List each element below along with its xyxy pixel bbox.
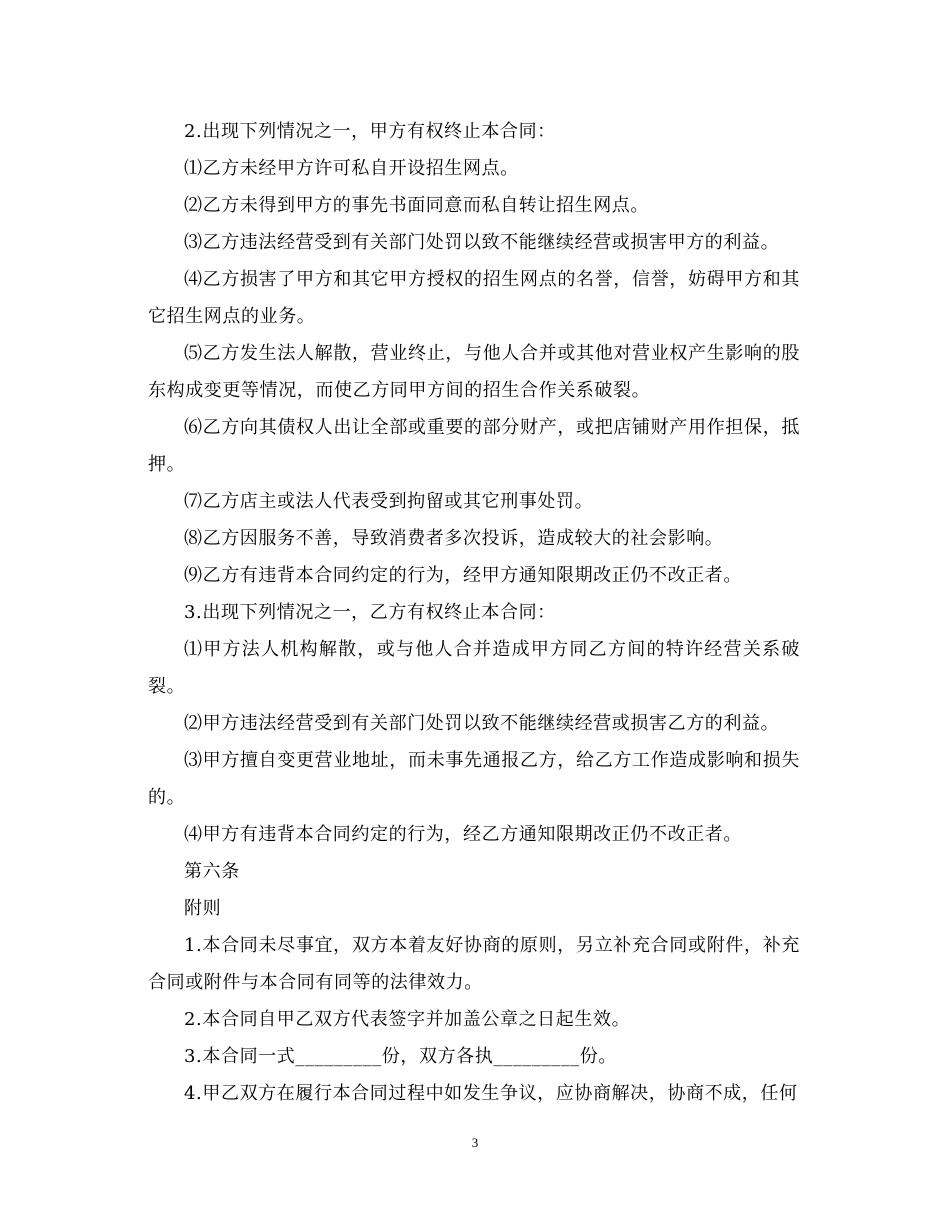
page-number: 3 — [471, 1135, 479, 1150]
paragraph: ⑼乙方有违背本合同约定的行为，经甲方通知限期改正仍不改正者。 — [184, 565, 742, 586]
paragraph: 2.出现下列情况之一，甲方有权终止本合同： — [184, 121, 556, 142]
section-title: 附则 — [184, 898, 222, 919]
paragraph: ⑸乙方发生法人解散，营业终止，与他人合并或其他对营业权产生影响的股东构成变更等情况，而使乙方同甲方间的招生合作关系破裂。 — [148, 343, 800, 401]
paragraph: 3.本合同一式_________份，双方各执_________份。 — [184, 1046, 617, 1067]
paragraph: ⑴甲方法人机构解散，或与他人合并造成甲方同乙方间的特许经营关系破裂。 — [148, 639, 800, 697]
paragraph: ⑷甲方有违背本合同约定的行为，经乙方通知限期改正仍不改正者。 — [184, 824, 742, 845]
section-heading: 第六条 — [184, 861, 240, 882]
paragraph: 2.本合同自甲乙双方代表签字并加盖公章之日起生效。 — [184, 1009, 631, 1030]
paragraph: 4.甲乙双方在履行本合同过程中如发生争议，应协商解决，协商不成，任何 — [184, 1083, 798, 1104]
paragraph: 1.本合同未尽事宜，双方本着友好协商的原则，另立补充合同或附件，补充合同或附件与本合同有同等的法律效力。 — [148, 935, 800, 993]
paragraph: ⑵乙方未得到甲方的事先书面同意而私自转让招生网点。 — [184, 195, 649, 216]
paragraph: 3.出现下列情况之一，乙方有权终止本合同： — [184, 602, 556, 623]
paragraph: ⑷乙方损害了甲方和其它甲方授权的招生网点的名誉，信誉，妨碍甲方和其它招生网点的业务。 — [148, 269, 800, 327]
document-body — [148, 113, 800, 1112]
paragraph: ⑻乙方因服务不善，导致消费者多次投诉，造成较大的社会影响。 — [184, 528, 724, 549]
paragraph: ⑺乙方店主或法人代表受到拘留或其它刑事处罚。 — [184, 491, 594, 512]
paragraph: ⑵甲方违法经营受到有关部门处罚以致不能继续经营或损害乙方的利益。 — [184, 713, 780, 734]
paragraph: ⑴乙方未经甲方许可私自开设招生网点。 — [184, 158, 519, 179]
paragraph: ⑶甲方擅自变更营业地址，而未事先通报乙方，给乙方工作造成影响和损失的。 — [148, 750, 800, 808]
paragraph: ⑹乙方向其债权人出让全部或重要的部分财产，或把店铺财产用作担保，抵押。 — [148, 417, 800, 475]
paragraph: ⑶乙方违法经营受到有关部门处罚以致不能继续经营或损害甲方的利益。 — [184, 232, 780, 253]
